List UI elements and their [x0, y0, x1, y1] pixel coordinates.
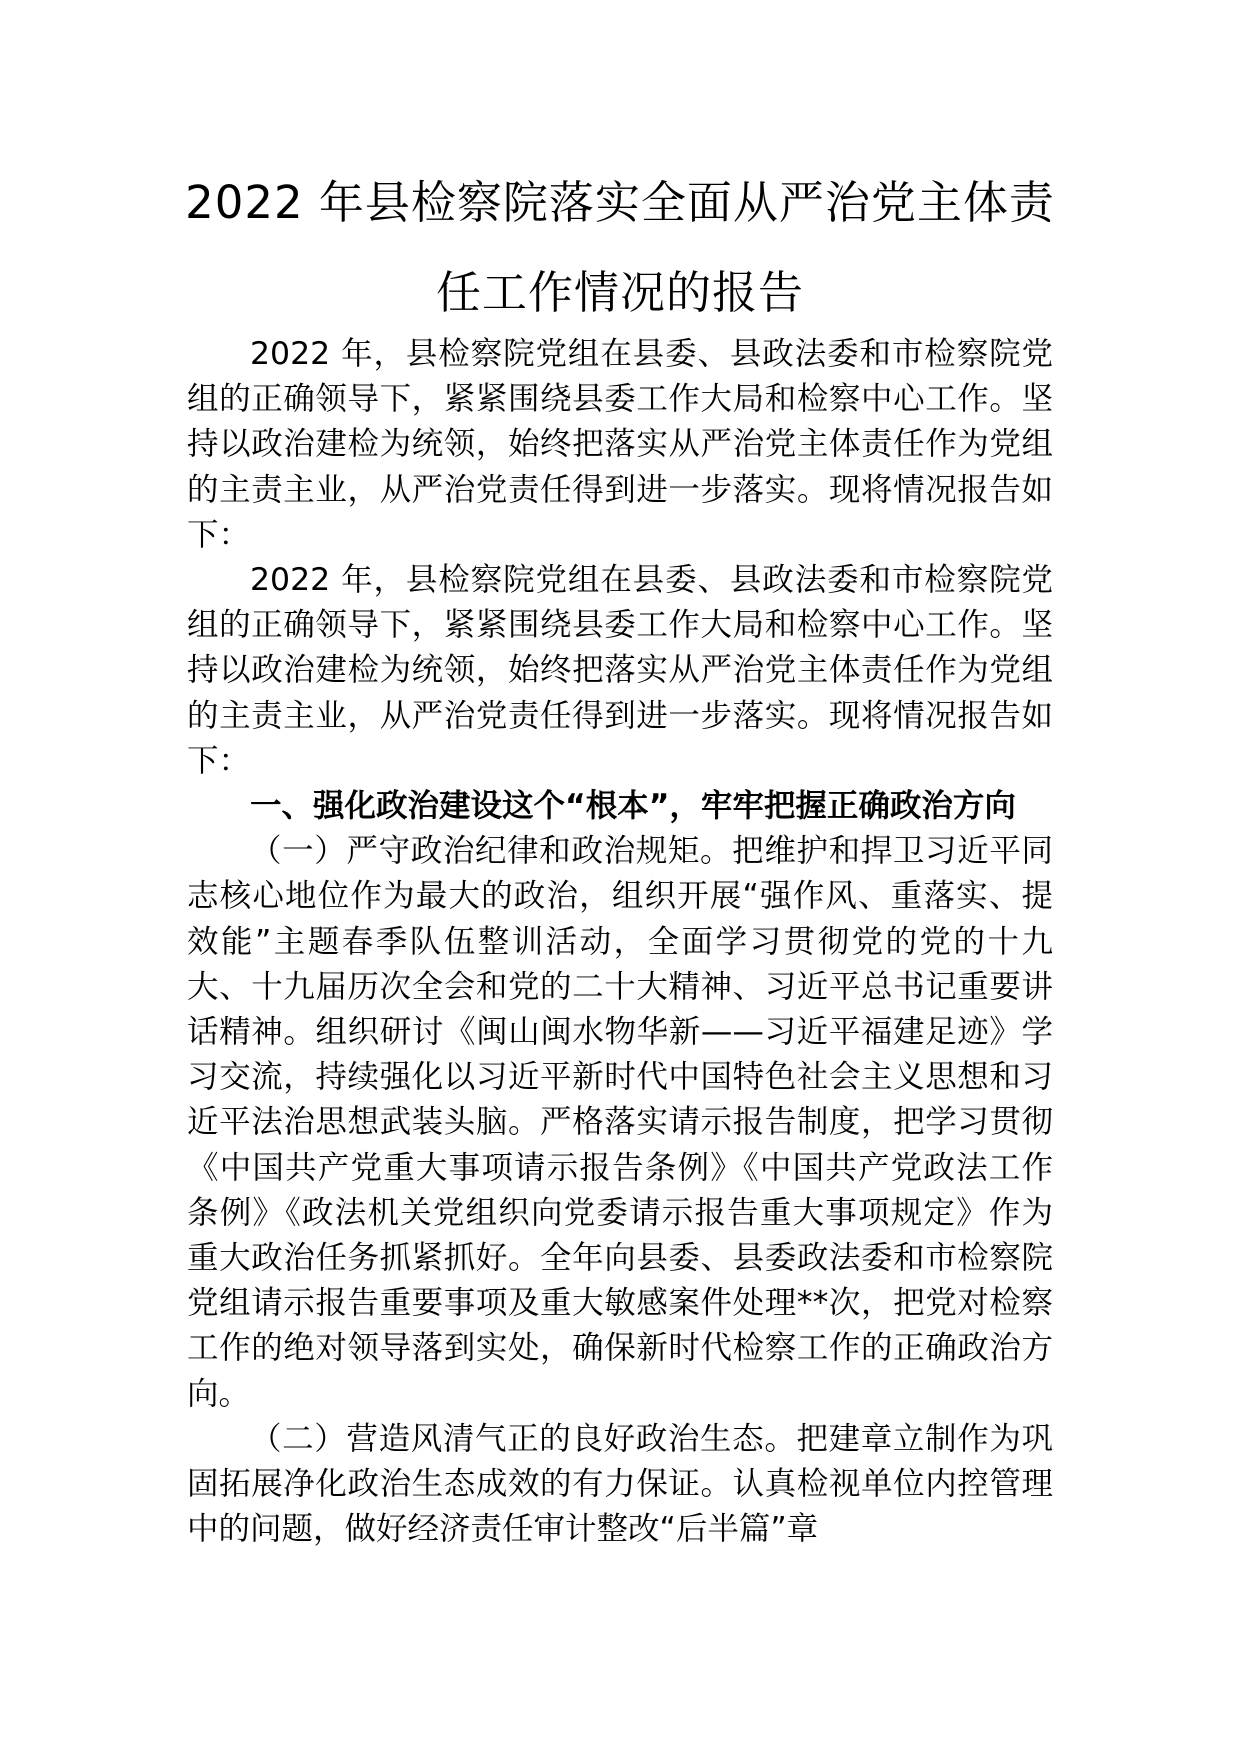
document-title-line-2: 任工作情况的报告: [435, 266, 804, 319]
subsection-paragraph-2: （二）营造风清气正的良好政治生态。把建章立制作为巩固拓展净化政治生态成效的有力保证。认真检视单位内控管理中的问题，做好经济责任审计整改“后半篇”章: [187, 1420, 1053, 1548]
intro-paragraph-repeat: 2022 年，县检察院党组在县委、县政法委和市检察院党组的正确领导下，紧紧围绕县委工作大局和检察中心工作。坚持以政治建检为统领，始终把落实从严治党主体责任作为党组的主责主业，从严治党责任得到进一步落实。现将情况报告如下：: [187, 562, 1053, 779]
subsection-paragraph-1: （一）严守政治纪律和政治规矩。把维护和捍卫习近平同志核心地位作为最大的政治，组织开展“强作风、重落实、提效能”主题春季队伍整训活动，全面学习贯彻党的党的十九大、十九届历次全会和党的二十大精神、习近平总书记重要讲话精神。组织研讨《闽山闽水物华新——习近平福建足迹》学习交流，持续强化以习近平新时代中国特色社会主义思想和习近平法治思想武装头脑。严格落实请示报告制度，把学习贯彻《中国共产党重大事项请示报告条例》《中国共产党政法工作条例》《政法机关党组织向党委请示报告重大事项规定》作为重大政治任务抓紧抓好。全年向县委、县委政法委和市检察院党组请示报告重要事项及重大敏感案件处理**次，把党对检察工作的绝对领导落到实处，确保新时代检察工作的正确政治方向。: [187, 833, 1053, 1412]
section-heading-1: 一、强化政治建设这个“根本”，牢牢把握正确政治方向: [250, 788, 1016, 825]
document-body: [187, 332, 1053, 1552]
document-title-line-1: 2022 年县检察院落实全面从严治党主体责: [185, 176, 1055, 229]
intro-paragraph: 2022 年，县检察院党组在县委、县政法委和市检察院党组的正确领导下，紧紧围绕县委工作大局和检察中心工作。坚持以政治建检为统领，始终把落实从严治党主体责任作为党组的主责主业，从严治党责任得到进一步落实。现将情况报告如下：: [187, 336, 1053, 553]
